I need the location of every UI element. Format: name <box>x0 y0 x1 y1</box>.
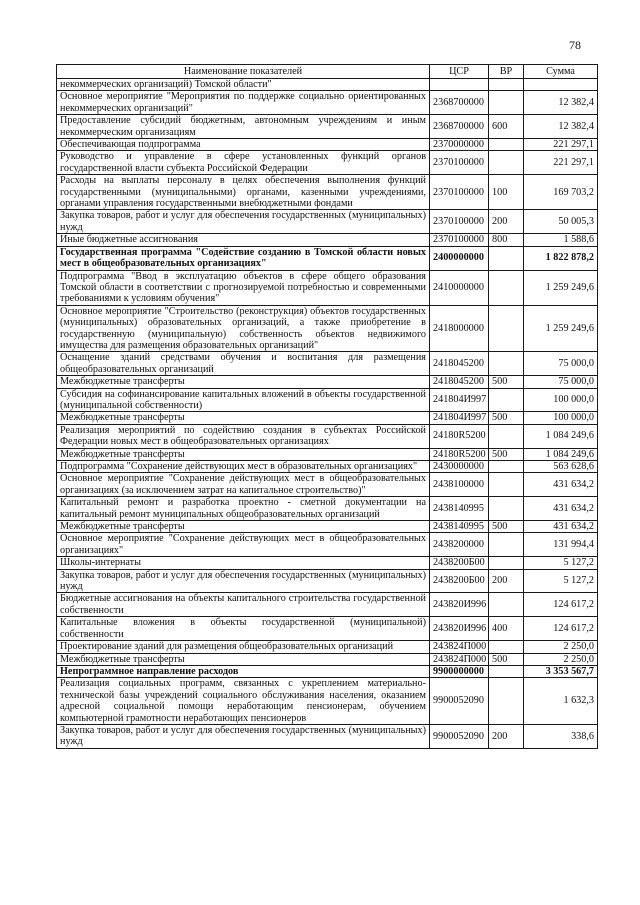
table-row <box>57 617 598 641</box>
table-row <box>57 91 598 115</box>
row-vr-cell <box>489 305 524 352</box>
row-vr-cell: 500 <box>489 521 524 533</box>
table-body <box>57 79 598 749</box>
row-name-cell: Подпрограмма "Ввод в эксплуатацию объектов в сфере общего образования Томской области в соответствии с прогнозируемой потребностью и современными требованиями к условиям обучения" <box>57 270 430 305</box>
table-row <box>57 497 598 521</box>
row-vr-cell <box>489 91 524 115</box>
row-sum-cell <box>524 79 598 91</box>
row-vr-cell: 100 <box>489 175 524 210</box>
row-csr-cell: 9900000000 <box>430 665 489 677</box>
row-sum-cell: 1 588,6 <box>524 234 598 246</box>
table-row <box>57 641 598 653</box>
table-row <box>57 724 598 748</box>
row-sum-cell: 2 250,0 <box>524 641 598 653</box>
row-vr-cell: 400 <box>489 617 524 641</box>
row-name-cell: Межбюджетные трансферты <box>57 376 430 388</box>
row-sum-cell: 75 000,0 <box>524 376 598 388</box>
row-csr-cell: 2438200000 <box>430 533 489 557</box>
row-name-cell: Межбюджетные трансферты <box>57 521 430 533</box>
row-csr-cell: 243824П000 <box>430 653 489 665</box>
row-name-cell: Бюджетные ассигнования на объекты капитального строительства государственной собственности <box>57 593 430 617</box>
row-name-cell: Оснащение зданий средствами обучения и воспитания для размещения общеобразовательных организаций <box>57 352 430 376</box>
budget-table <box>56 64 598 749</box>
row-name-cell: Капитальные вложения в объекты государственной (муниципальной) собственности <box>57 617 430 641</box>
row-sum-cell: 221 297,1 <box>524 151 598 175</box>
row-vr-cell <box>489 557 524 569</box>
header-csr: ЦСР <box>430 65 489 79</box>
page-number: 78 <box>569 38 581 52</box>
row-name-cell: Межбюджетные трансферты <box>57 412 430 424</box>
row-sum-cell: 431 634,2 <box>524 497 598 521</box>
row-name-cell: Реализация социальных программ, связанных с укреплением материально-технической базы учреждений социального обслуживания населения, оказанием адресной социальной помощи неработающим пенсионерам, обучением компьютерной грамотности неработающих пенсионеров <box>57 678 430 725</box>
row-sum-cell: 1 259 249,6 <box>524 305 598 352</box>
row-csr-cell: 9900052090 <box>430 724 489 748</box>
row-sum-cell: 12 382,4 <box>524 91 598 115</box>
row-csr-cell: 2438140995 <box>430 521 489 533</box>
row-vr-cell <box>489 246 524 270</box>
row-csr-cell: 243824П000 <box>430 641 489 653</box>
row-sum-cell: 1 084 249,6 <box>524 448 598 460</box>
row-vr-cell <box>489 270 524 305</box>
row-sum-cell: 1 822 878,2 <box>524 246 598 270</box>
table-row <box>57 557 598 569</box>
row-name-cell: Закупка товаров, работ и услуг для обеспечения государственных (муниципальных) нужд <box>57 569 430 593</box>
table-row <box>57 461 598 473</box>
table-row <box>57 246 598 270</box>
row-vr-cell: 500 <box>489 376 524 388</box>
row-name-cell: Реализация мероприятий по содействию создания в субъектах Российской Федерации новых мест в общеобразовательных организациях <box>57 424 430 448</box>
table-header-row <box>57 65 598 79</box>
table-row <box>57 533 598 557</box>
row-vr-cell <box>489 139 524 151</box>
row-sum-cell: 75 000,0 <box>524 352 598 376</box>
row-csr-cell: 24180R5200 <box>430 448 489 460</box>
row-sum-cell: 131 994,4 <box>524 533 598 557</box>
row-vr-cell <box>489 388 524 412</box>
row-name-cell: Основное мероприятие "Сохранение действующих мест в общеобразовательных организациях (за исключением затрат на капитальное строительство)" <box>57 473 430 497</box>
table-row <box>57 115 598 139</box>
row-name-cell: некоммерческих организаций) Томской области" <box>57 79 430 91</box>
row-name-cell: Подпрограмма "Сохранение действующих мест в образовательных организациях" <box>57 461 430 473</box>
row-csr-cell: 2370100000 <box>430 175 489 210</box>
row-sum-cell: 431 634,2 <box>524 473 598 497</box>
row-sum-cell: 431 634,2 <box>524 521 598 533</box>
table-row <box>57 139 598 151</box>
row-name-cell: Капитальный ремонт и разработка проектно - сметной документации на капитальный ремонт муниципальных общеобразовательных организаций <box>57 497 430 521</box>
row-sum-cell: 221 297,1 <box>524 139 598 151</box>
table-row <box>57 270 598 305</box>
row-sum-cell: 5 127,2 <box>524 569 598 593</box>
row-sum-cell: 3 353 567,7 <box>524 665 598 677</box>
row-csr-cell: 2370100000 <box>430 234 489 246</box>
row-sum-cell: 124 617,2 <box>524 617 598 641</box>
row-sum-cell: 2 250,0 <box>524 653 598 665</box>
header-sum: Сумма <box>524 65 598 79</box>
row-sum-cell: 50 005,3 <box>524 210 598 234</box>
row-csr-cell: 2370100000 <box>430 210 489 234</box>
header-vr: ВР <box>489 65 524 79</box>
row-vr-cell <box>489 533 524 557</box>
table-row <box>57 473 598 497</box>
table-row <box>57 305 598 352</box>
row-csr-cell <box>430 79 489 91</box>
row-vr-cell <box>489 665 524 677</box>
row-vr-cell <box>489 473 524 497</box>
row-sum-cell: 5 127,2 <box>524 557 598 569</box>
row-name-cell: Основное мероприятие "Строительство (реконструкция) объектов государственных (муниципальных) образовательных организаций, а также приобретение в государственную (муниципальную) собственность объектов недвижимого имущества для размещения образовательных организаций" <box>57 305 430 352</box>
row-sum-cell: 124 617,2 <box>524 593 598 617</box>
row-sum-cell: 100 000,0 <box>524 388 598 412</box>
row-csr-cell: 2438100000 <box>430 473 489 497</box>
row-csr-cell: 2370100000 <box>430 151 489 175</box>
table-row <box>57 210 598 234</box>
row-sum-cell: 1 084 249,6 <box>524 424 598 448</box>
row-sum-cell: 12 382,4 <box>524 115 598 139</box>
table-row <box>57 412 598 424</box>
table-row <box>57 175 598 210</box>
row-csr-cell: 2438140995 <box>430 497 489 521</box>
row-vr-cell <box>489 352 524 376</box>
row-name-cell: Обеспечивающая подпрограмма <box>57 139 430 151</box>
row-sum-cell: 1 632,3 <box>524 678 598 725</box>
table-row <box>57 569 598 593</box>
table-row <box>57 424 598 448</box>
row-vr-cell: 500 <box>489 448 524 460</box>
row-csr-cell: 2438200Б00 <box>430 557 489 569</box>
row-csr-cell: 9900052090 <box>430 678 489 725</box>
row-name-cell: Закупка товаров, работ и услуг для обеспечения государственных (муниципальных) нужд <box>57 210 430 234</box>
row-csr-cell: 241804И997 <box>430 412 489 424</box>
row-name-cell: Субсидия на софинансирование капитальных вложений в объекты государственной (муниципальной собственности) <box>57 388 430 412</box>
table-row <box>57 352 598 376</box>
row-csr-cell: 2418000000 <box>430 305 489 352</box>
row-name-cell: Непрограммное направление расходов <box>57 665 430 677</box>
row-name-cell: Иные бюджетные ассигнования <box>57 234 430 246</box>
row-csr-cell: 24180R5200 <box>430 424 489 448</box>
row-sum-cell: 563 628,6 <box>524 461 598 473</box>
row-vr-cell <box>489 641 524 653</box>
row-name-cell: Школы-интернаты <box>57 557 430 569</box>
row-vr-cell <box>489 497 524 521</box>
row-vr-cell: 200 <box>489 569 524 593</box>
row-csr-cell: 2410000000 <box>430 270 489 305</box>
row-name-cell: Закупка товаров, работ и услуг для обеспечения государственных (муниципальных) нужд <box>57 724 430 748</box>
row-sum-cell: 100 000,0 <box>524 412 598 424</box>
row-sum-cell: 1 259 249,6 <box>524 270 598 305</box>
table-row <box>57 653 598 665</box>
row-name-cell: Расходы на выплаты персоналу в целях обеспечения выполнения функций государственными (муниципальными) органами, казенными учреждениями, органами управления государственными внебюджетными фондами <box>57 175 430 210</box>
row-csr-cell: 2370000000 <box>430 139 489 151</box>
row-vr-cell: 200 <box>489 724 524 748</box>
row-vr-cell: 500 <box>489 653 524 665</box>
row-vr-cell <box>489 151 524 175</box>
row-name-cell: Руководство и управление в сфере установленных функций органов государственной власти субъекта Российской Федерации <box>57 151 430 175</box>
row-csr-cell: 2430000000 <box>430 461 489 473</box>
table-row <box>57 234 598 246</box>
row-vr-cell: 500 <box>489 412 524 424</box>
row-vr-cell <box>489 79 524 91</box>
table-row <box>57 521 598 533</box>
row-csr-cell: 243820И996 <box>430 617 489 641</box>
table-row <box>57 376 598 388</box>
row-sum-cell: 169 703,2 <box>524 175 598 210</box>
row-vr-cell <box>489 461 524 473</box>
row-csr-cell: 2368700000 <box>430 91 489 115</box>
table-row <box>57 593 598 617</box>
table-row <box>57 151 598 175</box>
row-csr-cell: 2418045200 <box>430 352 489 376</box>
row-name-cell: Межбюджетные трансферты <box>57 653 430 665</box>
row-vr-cell: 800 <box>489 234 524 246</box>
table-row <box>57 665 598 677</box>
table-row <box>57 79 598 91</box>
table-row <box>57 388 598 412</box>
header-name: Наименование показателей <box>57 65 430 79</box>
row-csr-cell: 2438200Б00 <box>430 569 489 593</box>
row-name-cell: Предоставление субсидий бюджетным, автономным учреждениям и иным некоммерческим организациям <box>57 115 430 139</box>
row-csr-cell: 2368700000 <box>430 115 489 139</box>
row-vr-cell: 600 <box>489 115 524 139</box>
row-name-cell: Проектирование зданий для размещения общеобразовательных организаций <box>57 641 430 653</box>
row-vr-cell <box>489 424 524 448</box>
row-vr-cell <box>489 593 524 617</box>
table-row <box>57 678 598 725</box>
row-csr-cell: 243820И996 <box>430 593 489 617</box>
row-csr-cell: 241804И997 <box>430 388 489 412</box>
row-csr-cell: 2400000000 <box>430 246 489 270</box>
row-vr-cell <box>489 678 524 725</box>
table-row <box>57 448 598 460</box>
row-vr-cell: 200 <box>489 210 524 234</box>
row-name-cell: Межбюджетные трансферты <box>57 448 430 460</box>
row-csr-cell: 2418045200 <box>430 376 489 388</box>
row-name-cell: Государственная программа "Содействие созданию в Томской области новых мест в общеобразовательных организациях" <box>57 246 430 270</box>
row-sum-cell: 338,6 <box>524 724 598 748</box>
row-name-cell: Основное мероприятие "Сохранение действующих мест в общеобразовательных организациях" <box>57 533 430 557</box>
row-name-cell: Основное мероприятие "Мероприятия по поддержке социально ориентированных некоммерческих организаций" <box>57 91 430 115</box>
